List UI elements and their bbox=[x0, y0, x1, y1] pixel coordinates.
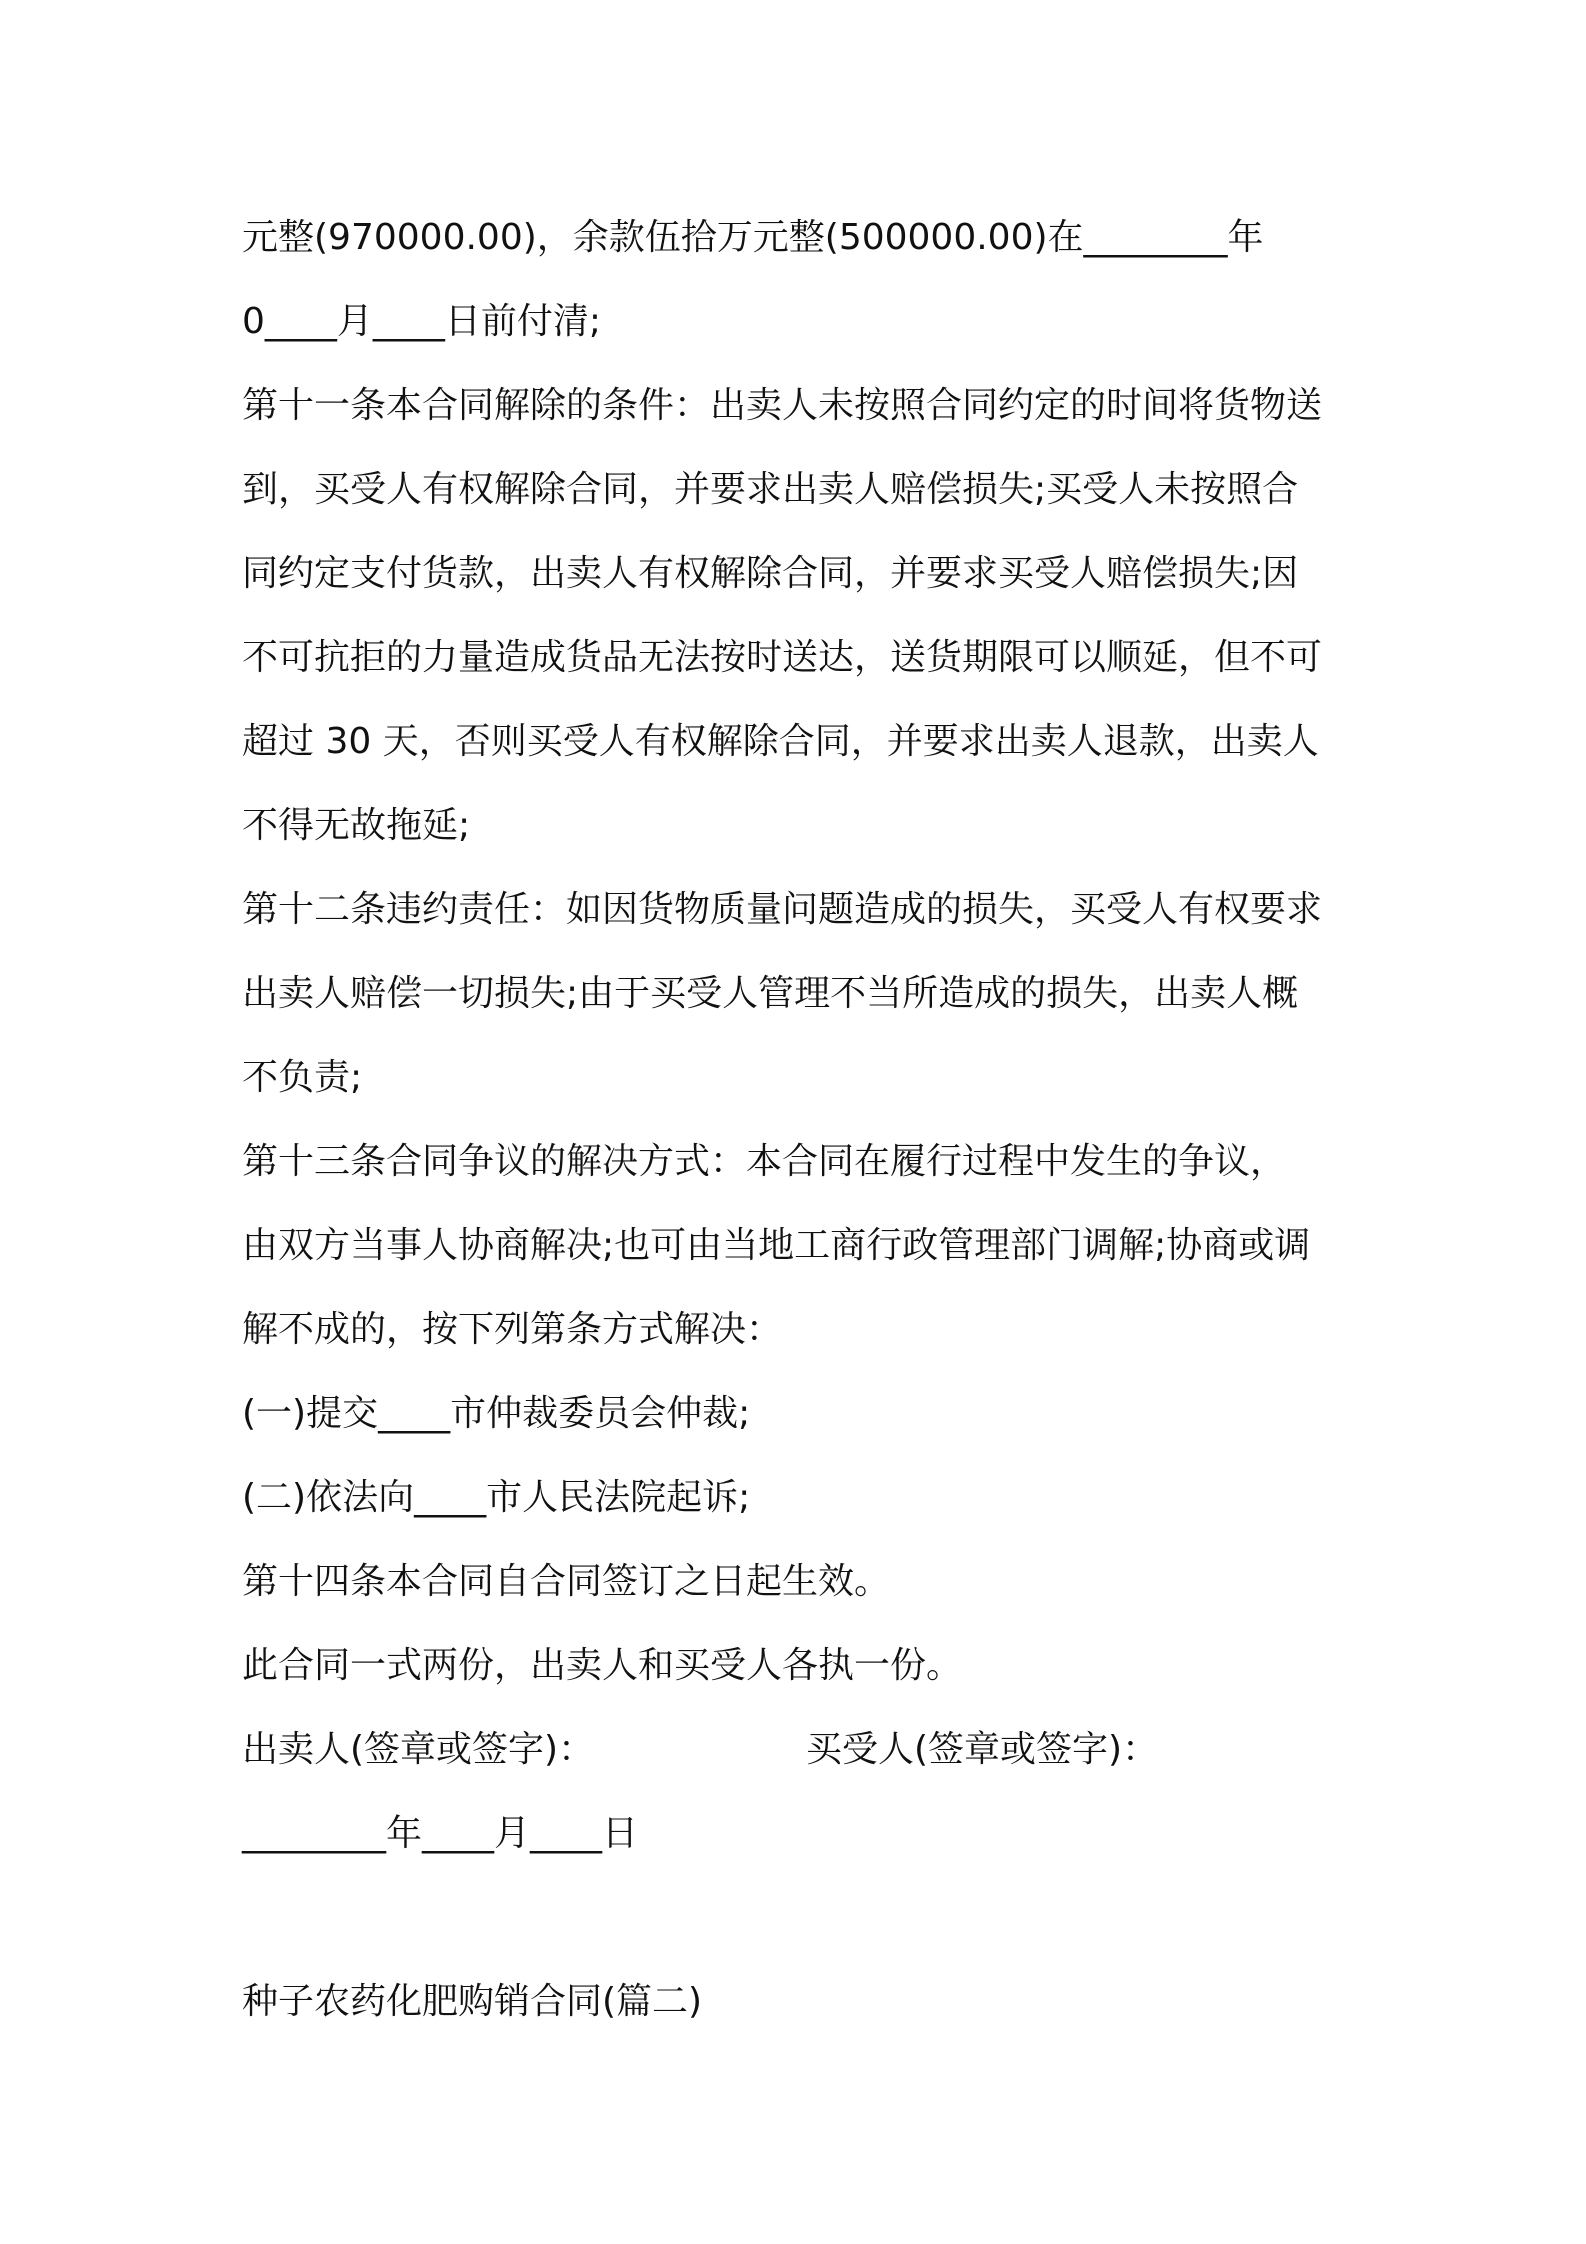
text-line: 不得无故拖延; bbox=[242, 805, 471, 846]
spacer bbox=[242, 1876, 1362, 1960]
date-line: ________年____月____日 bbox=[242, 1813, 638, 1854]
clause-13-line: 第十三条合同争议的解决方式：本合同在履行过程中发生的争议， bbox=[242, 1141, 1287, 1182]
clause-12-line: 第十二条违约责任：如因货物质量问题造成的损失，买受人有权要求 bbox=[242, 889, 1323, 930]
text-line: 元整(970000.00)，余款伍拾万元整(500000.00)在________年 bbox=[242, 217, 1264, 258]
text-line: 解不成的，按下列第条方式解决： bbox=[242, 1309, 783, 1350]
text-line: 0____月____日前付清; bbox=[242, 301, 602, 342]
option-one-line: (一)提交____市仲裁委员会仲裁; bbox=[242, 1393, 751, 1434]
text-line: 出卖人赔偿一切损失;由于买受人管理不当所造成的损失，出卖人概 bbox=[242, 973, 1299, 1014]
text-line: 由双方当事人协商解决;也可由当地工商行政管理部门调解;协商或调 bbox=[242, 1225, 1311, 1266]
text-line: 超过 30 天，否则买受人有权解除合同，并要求出卖人退款，出卖人 bbox=[242, 721, 1319, 762]
signature-row bbox=[242, 1708, 1362, 1792]
seller-signature-label: 出卖人(签章或签字)： bbox=[242, 1729, 595, 1770]
next-section-title: 种子农药化肥购销合同(篇二) bbox=[242, 1981, 703, 2022]
text-line: 同约定支付货款，出卖人有权解除合同，并要求买受人赔偿损失;因 bbox=[242, 553, 1299, 594]
clause-11-line: 第十一条本合同解除的条件：出卖人未按照合同约定的时间将货物送 bbox=[242, 385, 1323, 426]
text-line: 不负责; bbox=[242, 1057, 363, 1098]
text-line: 到，买受人有权解除合同，并要求出卖人赔偿损失;买受人未按照合 bbox=[242, 469, 1299, 510]
copies-line: 此合同一式两份，出卖人和买受人各执一份。 bbox=[242, 1645, 963, 1686]
text-line: 不可抗拒的力量造成货品无法按时送达，送货期限可以顺延，但不可 bbox=[242, 637, 1323, 678]
option-two-line: (二)依法向____市人民法院起诉; bbox=[242, 1477, 751, 1518]
document-body bbox=[242, 196, 1362, 2044]
clause-14-line: 第十四条本合同自合同签订之日起生效。 bbox=[242, 1561, 891, 1602]
buyer-signature-label: 买受人(签章或签字)： bbox=[806, 1729, 1159, 1770]
